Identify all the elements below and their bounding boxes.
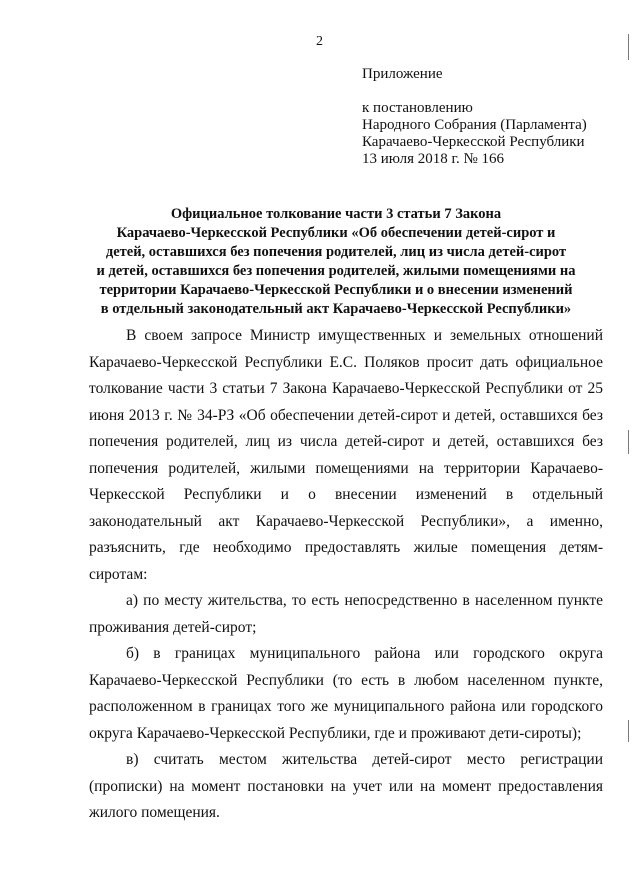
scan-edge-mark [628, 430, 629, 454]
title-line: детей, оставшихся без попечения родителей, лиц из числа детей-сирот [105, 244, 567, 260]
document-title [70, 205, 602, 319]
document-body [89, 323, 603, 827]
title-line: в отдельный законодательный акт Карачаево-Черкесской Республики» [100, 301, 572, 317]
list-item-a: а) по месту жительства, то есть непосредственно в населенном пункте проживания детей-сирот; [89, 592, 603, 636]
annex-line: Народного Собрания (Парламента) [362, 117, 587, 133]
scan-edge-mark [628, 34, 629, 60]
list-item-b: б) в границах муниципального района или городского округа Карачаево-Черкесской Республики (то есть в любом населенном пункте, расположенном в границах того же муниципального района или городского округа Карачаево-Черкесской Республики, где и проживают дети-сироты); [89, 645, 603, 742]
title-line: территории Карачаево-Черкесской Республики и о внесении изменений [99, 282, 573, 298]
title-line: Официальное толкование части 3 статьи 7 Закона [170, 206, 502, 222]
scan-edge-mark [628, 720, 629, 742]
annex-line: Карачаево-Черкесской Республики [362, 134, 585, 150]
list-item-c: в) считать местом жительства детей-сирот место регистрации (прописки) на момент постановки на учет или на момент предоставления жилого помещения. [89, 751, 603, 821]
title-line: и детей, оставшихся без попечения родителей, жилыми помещениями на [96, 263, 576, 279]
annex-label: Приложение [362, 66, 443, 82]
annex-line: к постановлению [362, 100, 473, 116]
page-number: 2 [316, 34, 323, 49]
intro-paragraph: В своем запросе Министр имущественных и земельных отношений Карачаево-Черкесской Республики Е.С. Поляков просит дать официальное толкование части 3 статьи 7 Закона Карачаево-Черкесской Республики от 25 июня 2013 г. № 34-РЗ «Об обеспечении детей-сирот и детей, оставшихся без попечения родителей, лиц из числа детей-сирот и детей, оставшихся без попечения родителей, жилыми помещениями на территории Карачаево-Черкесской Республики и о внесении изменений в отдельный законодательный акт Карачаево-Черкесской Республики», а именно, разъяснить, где необходимо предоставлять жилые помещения детям-сиротам: [89, 327, 603, 583]
annex-line: 13 июля 2018 г. № 166 [362, 151, 505, 167]
title-line: Карачаево-Черкесской Республики «Об обеспечении детей-сирот и [116, 225, 556, 241]
annex-block [362, 66, 587, 168]
